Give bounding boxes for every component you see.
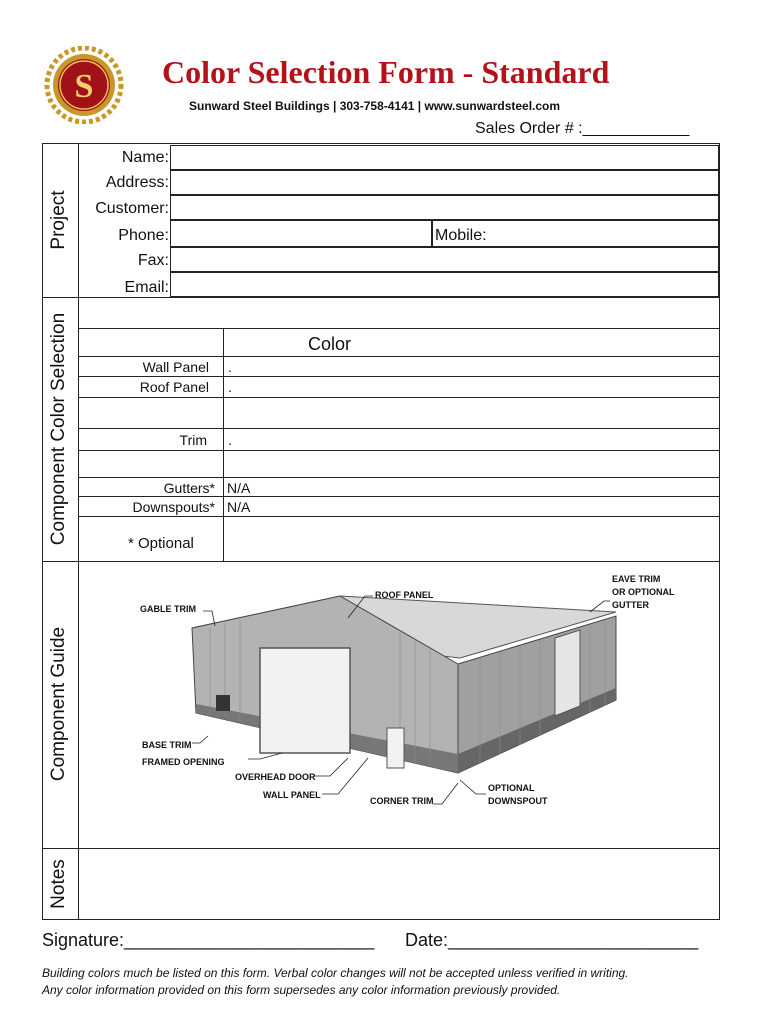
building-diagram <box>100 568 700 818</box>
gutters-color[interactable]: N/A <box>227 480 251 496</box>
address-field[interactable] <box>170 170 719 195</box>
footer-line-2: Any color information provided on this form supersedes any color information previously provided. <box>42 983 561 997</box>
downspouts-label: Downspouts* <box>132 499 215 515</box>
callout-corner-trim: CORNER TRIM <box>370 796 434 806</box>
side-door <box>555 630 580 716</box>
callout-eave-trim-2: OR OPTIONAL <box>612 587 675 597</box>
sunward-logo <box>44 46 124 124</box>
fax-field[interactable] <box>170 247 719 272</box>
callout-downspout-2: DOWNSPOUT <box>488 796 548 806</box>
downspouts-color[interactable]: N/A <box>227 499 251 515</box>
wall-panel-color[interactable]: . <box>228 359 232 375</box>
color-column-header: Color <box>308 334 352 354</box>
roof-panel-label: Roof Panel <box>139 379 209 395</box>
name-field[interactable] <box>170 145 719 170</box>
walk-door <box>387 728 404 768</box>
email-field[interactable] <box>170 272 719 297</box>
sales-order-field[interactable]: Sales Order # :____________ <box>475 120 690 137</box>
component-color-section-label: Component Color Selection <box>48 312 69 546</box>
callout-overhead-door: OVERHEAD DOOR <box>235 772 316 782</box>
page-title: Color Selection Form - Standard <box>162 54 610 90</box>
trim-color[interactable]: . <box>228 432 232 448</box>
roof-panel-color[interactable]: . <box>228 379 232 395</box>
customer-field[interactable] <box>170 195 719 220</box>
callout-eave-trim-1: EAVE TRIM <box>612 574 661 584</box>
window <box>216 695 230 711</box>
callout-framed-opening: FRAMED OPENING <box>142 757 225 767</box>
callout-gable-trim: GABLE TRIM <box>140 604 196 614</box>
name-label: Name: <box>121 149 169 166</box>
customer-label: Customer: <box>95 200 169 217</box>
callout-wall-panel: WALL PANEL <box>263 790 321 800</box>
phone-field[interactable] <box>170 220 432 247</box>
overhead-door <box>260 648 350 753</box>
callout-downspout-1: OPTIONAL <box>488 783 535 793</box>
optional-note: * Optional <box>128 535 194 552</box>
callout-roof-panel: ROOF PANEL <box>375 590 434 600</box>
company-info: Sunward Steel Buildings | 303-758-4141 | www.sunwardsteel.com <box>189 99 561 113</box>
notes-section-label: Notes <box>48 859 69 909</box>
trim-label: Trim <box>179 432 207 448</box>
component-guide-section-label: Component Guide <box>48 626 69 782</box>
footer-line-1: Building colors much be listed on this form. Verbal color changes will not be accepted unless verified in writing. <box>42 966 629 980</box>
callout-base-trim: BASE TRIM <box>142 740 192 750</box>
address-label: Address: <box>105 174 169 191</box>
fax-label: Fax: <box>137 252 169 269</box>
signature-field[interactable]: Signature:_________________________ <box>42 930 375 950</box>
gutters-label: Gutters* <box>163 480 215 496</box>
wall-panel-label: Wall Panel <box>142 359 209 375</box>
date-field[interactable]: Date:_________________________ <box>405 930 699 950</box>
notes-field[interactable] <box>80 850 718 918</box>
footer-disclaimer <box>42 965 629 999</box>
callout-eave-trim-3: GUTTER <box>612 600 649 610</box>
mobile-label: Mobile: <box>435 227 487 244</box>
project-section-label: Project <box>48 190 69 250</box>
email-label: Email: <box>124 279 169 296</box>
logo-letter: S <box>74 68 94 105</box>
phone-label: Phone: <box>118 227 169 244</box>
